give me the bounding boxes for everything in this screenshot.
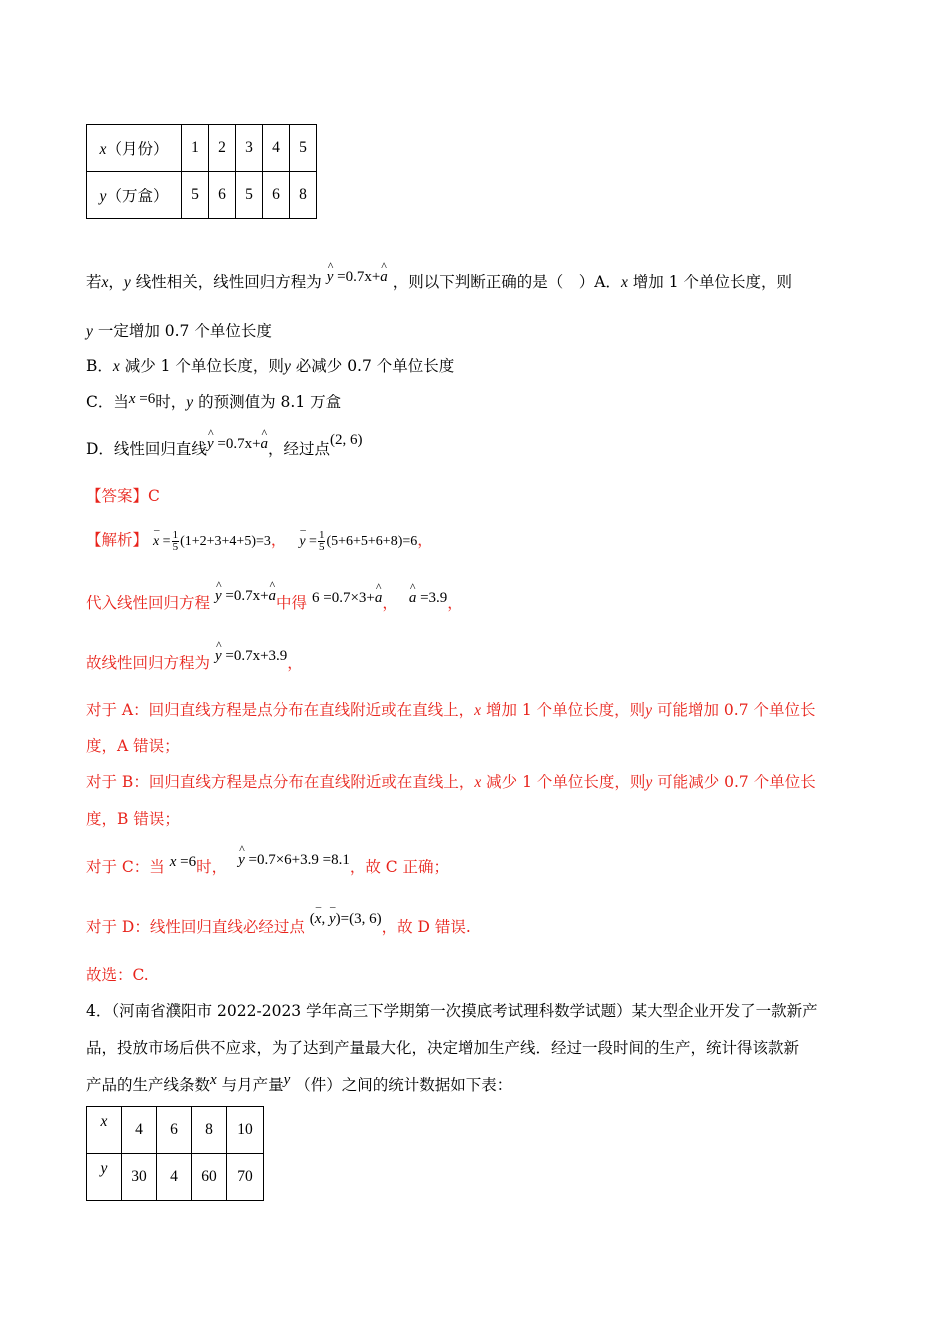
q4-line-2: 品，投放市场后供不应求，为了达到产量最大化，决定增加生产线．经过一段时间的生产，统计得该款新 <box>86 1039 800 1057</box>
table-cell: 4 <box>263 125 290 172</box>
table-cell: 8 <box>192 1107 227 1154</box>
table-header-y: y <box>87 1154 122 1201</box>
table-cell: 5 <box>290 125 317 172</box>
analysis-option-c: 对于 C：当 x =6时， ^ y =0.7×6+3.9 =8.1，故 C 正确； <box>86 857 449 878</box>
table-cell: 6 <box>263 172 290 219</box>
table-cell: 4 <box>122 1107 157 1154</box>
table-cell: 70 <box>227 1154 264 1201</box>
question-line-1: 若x，y 线性相关，线性回归方程为 ^ y =0.7x+^ a ，则以下判断正确的是（ ）A．x 增加 1 个单位长度，则 <box>86 272 792 293</box>
analysis-option-d: 对于 D：线性回归直线必经过点 (– x, – y)=(3, 6)，故 D 错误. <box>86 917 471 938</box>
analysis-conclusion: 故选：C. <box>86 966 149 984</box>
data-table-2 <box>86 1106 264 1201</box>
answer: 【答案】C <box>86 487 160 505</box>
table-header-x: x <box>87 1107 122 1154</box>
analysis-line-3: 故线性回归方程为 ^ y =0.7x+3.9， <box>86 653 303 674</box>
question-line-2: y 一定增加 0.7 个单位长度 <box>86 322 272 340</box>
option-b: B．x 减少 1 个单位长度，则y 必减少 0.7 个单位长度 <box>86 357 455 375</box>
table-cell: 6 <box>209 172 236 219</box>
analysis-option-a: 对于 A：回归直线方程是点分布在直线附近或在直线上，x 增加 1 个单位长度，则y 可能增加 0.7 个单位长 <box>86 701 816 719</box>
table-cell: 1 <box>182 125 209 172</box>
table-header-x: x（月份） <box>87 125 182 172</box>
q4-line-1: 4．（河南省濮阳市 2022-2023 学年高三下学期第一次摸底考试理科数学试题）某大型企业开发了一款新产 <box>86 1002 818 1020</box>
analysis-line-1: 【解析】 – x = $\frac{1}{5}$ (1+2+3+4+5)=3， – y = $\frac{1}{5}$ (5+6+5+6+8)=6， <box>86 530 433 553</box>
table-cell: 3 <box>236 125 263 172</box>
option-c: C．当x =6时，y 的预测值为 8.1 万盒 <box>86 391 342 411</box>
analysis-option-b-cont: 度，B 错误； <box>86 810 180 828</box>
table-cell: 30 <box>122 1154 157 1201</box>
table-cell: 8 <box>290 172 317 219</box>
table-cell: 60 <box>192 1154 227 1201</box>
table-cell: 10 <box>227 1107 264 1154</box>
analysis-option-a-cont: 度，A 错误； <box>86 737 180 755</box>
option-d: D．线性回归直线^ y =0.7x+^ a，经过点(2, 6) <box>86 439 363 460</box>
q4-line-3: 产品的生产线条数x 与月产量y （件）之间的统计数据如下表： <box>86 1072 513 1094</box>
data-table-1 <box>86 124 317 219</box>
table-cell: 2 <box>209 125 236 172</box>
analysis-line-2: 代入线性回归方程 ^ y =0.7x+^ a中得 6 =0.7×3+^ a， ^ a =3.9， <box>86 593 463 614</box>
table-cell: 5 <box>182 172 209 219</box>
analysis-option-b: 对于 B：回归直线方程是点分布在直线附近或在直线上，x 减少 1 个单位长度，则y 可能减少 0.7 个单位长 <box>86 773 816 791</box>
table-cell: 5 <box>236 172 263 219</box>
table-header-y: y（万盒） <box>87 172 182 219</box>
table-cell: 6 <box>157 1107 192 1154</box>
table-cell: 4 <box>157 1154 192 1201</box>
